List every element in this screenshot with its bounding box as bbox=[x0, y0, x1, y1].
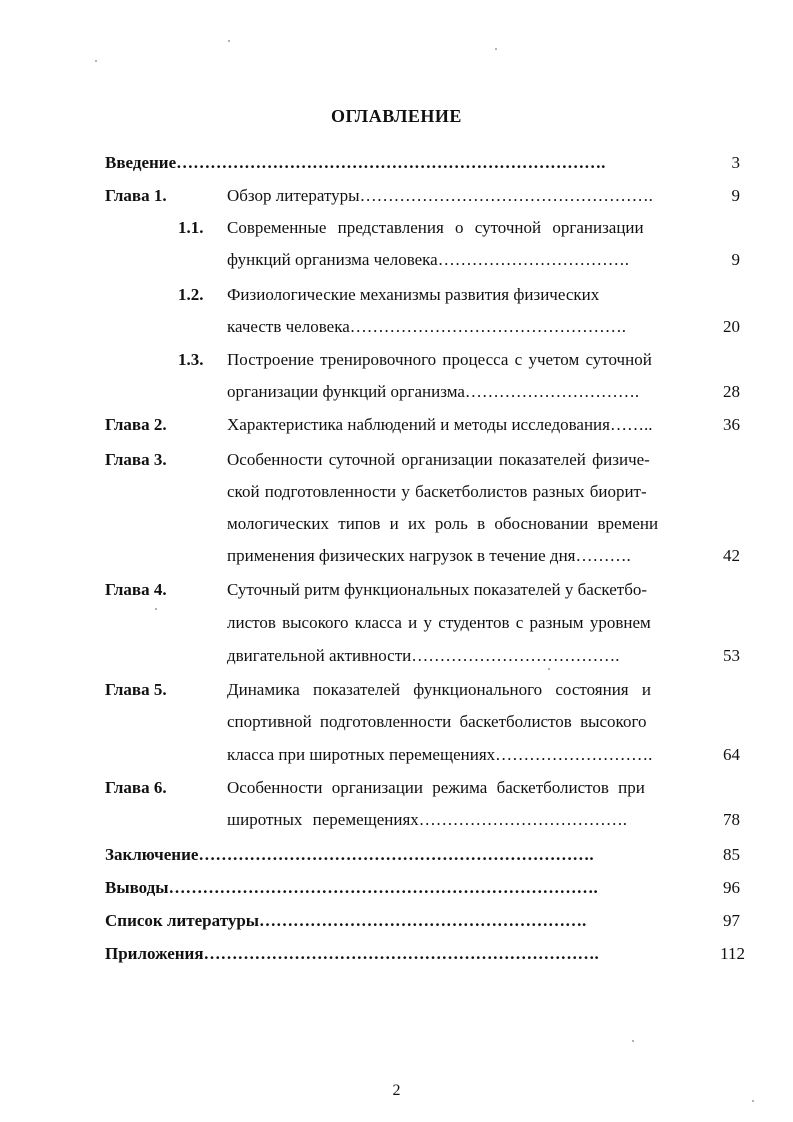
chapter-title-line: листов высокого класса и у студентов с разным уровнем bbox=[227, 613, 651, 632]
chapter-title-line: мологических типов и их роль в обосновании времени bbox=[227, 514, 659, 533]
scan-speck bbox=[548, 668, 550, 670]
toc-entry-text: Введение…………………………………………………………………. bbox=[105, 153, 606, 172]
scan-speck bbox=[495, 48, 497, 50]
chapter-title-line: Динамика показателей функционального состояния и bbox=[227, 680, 651, 699]
section-number: 1.2. bbox=[178, 285, 204, 304]
toc-entry-page: 78 bbox=[723, 810, 740, 829]
section-title-line: Построение тренировочного процесса с учетом суточной bbox=[227, 350, 652, 369]
scan-speck bbox=[155, 608, 157, 610]
chapter-label: Глава 3. bbox=[105, 450, 167, 469]
toc-entry-page: 96 bbox=[723, 878, 740, 897]
section-title-line: Физиологические механизмы развития физических bbox=[227, 285, 600, 304]
toc-entry-page: 20 bbox=[723, 317, 740, 336]
chapter-title-line: ской подготовленности у баскетболистов разных биорит- bbox=[227, 482, 647, 501]
section-title-line: Современные представления о суточной организации bbox=[227, 218, 644, 237]
chapter-label: Глава 2. bbox=[105, 415, 167, 434]
toc-entry-page: 53 bbox=[723, 646, 740, 665]
chapter-title-line: применения физических нагрузок в течение дня………. bbox=[227, 546, 631, 565]
section-number: 1.3. bbox=[178, 350, 204, 369]
toc-entry-page: 97 bbox=[723, 911, 740, 930]
chapter-label: Глава 5. bbox=[105, 680, 167, 699]
page-number: 2 bbox=[392, 1082, 401, 1099]
chapter-title-line: класса при широтных перемещениях………………………. bbox=[227, 745, 653, 764]
chapter-title-line: спортивной подготовленности баскетболистов высокого bbox=[227, 712, 647, 731]
toc-entry-page: 3 bbox=[731, 153, 740, 172]
chapter-label: Глава 6. bbox=[105, 778, 167, 797]
page-title: ОГЛАВЛЕНИЕ bbox=[331, 106, 462, 126]
toc-entry-text: Выводы…………………………………………………………………. bbox=[105, 878, 598, 897]
chapter-label: Глава 1. bbox=[105, 186, 167, 205]
scan-speck bbox=[228, 40, 230, 42]
toc-entry-page: 28 bbox=[723, 382, 740, 401]
chapter-title-line: Особенности суточной организации показателей физиче- bbox=[227, 450, 650, 469]
chapter-title: Характеристика наблюдений и методы исследования…….. bbox=[227, 415, 653, 434]
scan-speck bbox=[632, 1040, 634, 1042]
toc-entry-page: 42 bbox=[723, 546, 740, 565]
section-title-line: функций организма человека……………………………. bbox=[227, 250, 629, 269]
chapter-title-line: Особенности организации режима баскетболистов при bbox=[227, 778, 645, 797]
toc-entry-text: Список литературы…………………………………………………. bbox=[105, 911, 587, 930]
toc-entry-page: 112 bbox=[720, 944, 745, 963]
toc-entry-page: 36 bbox=[723, 415, 740, 434]
chapter-label: Глава 4. bbox=[105, 580, 167, 599]
chapter-title-line: двигательной активности………………………………. bbox=[227, 646, 620, 665]
section-title-line: организации функций организма…………………………. bbox=[227, 382, 640, 401]
toc-entry-page: 64 bbox=[723, 745, 740, 764]
toc-entry-text: Приложения……………………………………………………………. bbox=[105, 944, 599, 963]
scan-speck bbox=[752, 1100, 754, 1102]
chapter-title-line: Суточный ритм функциональных показателей у баскетбо- bbox=[227, 580, 648, 599]
toc-entry-text: Заключение……………………………………………………………. bbox=[105, 845, 594, 864]
scan-speck bbox=[95, 60, 97, 62]
toc-entry-page: 9 bbox=[731, 186, 740, 205]
chapter-title: Обзор литературы……………………………………………. bbox=[227, 186, 653, 205]
toc-entry-page: 85 bbox=[723, 845, 740, 864]
section-title-line: качеств человека…………………………………………. bbox=[227, 317, 626, 336]
section-number: 1.1. bbox=[178, 218, 204, 237]
toc-entry-page: 9 bbox=[731, 250, 740, 269]
chapter-title-line: широтных перемещениях………………………………. bbox=[227, 810, 628, 829]
